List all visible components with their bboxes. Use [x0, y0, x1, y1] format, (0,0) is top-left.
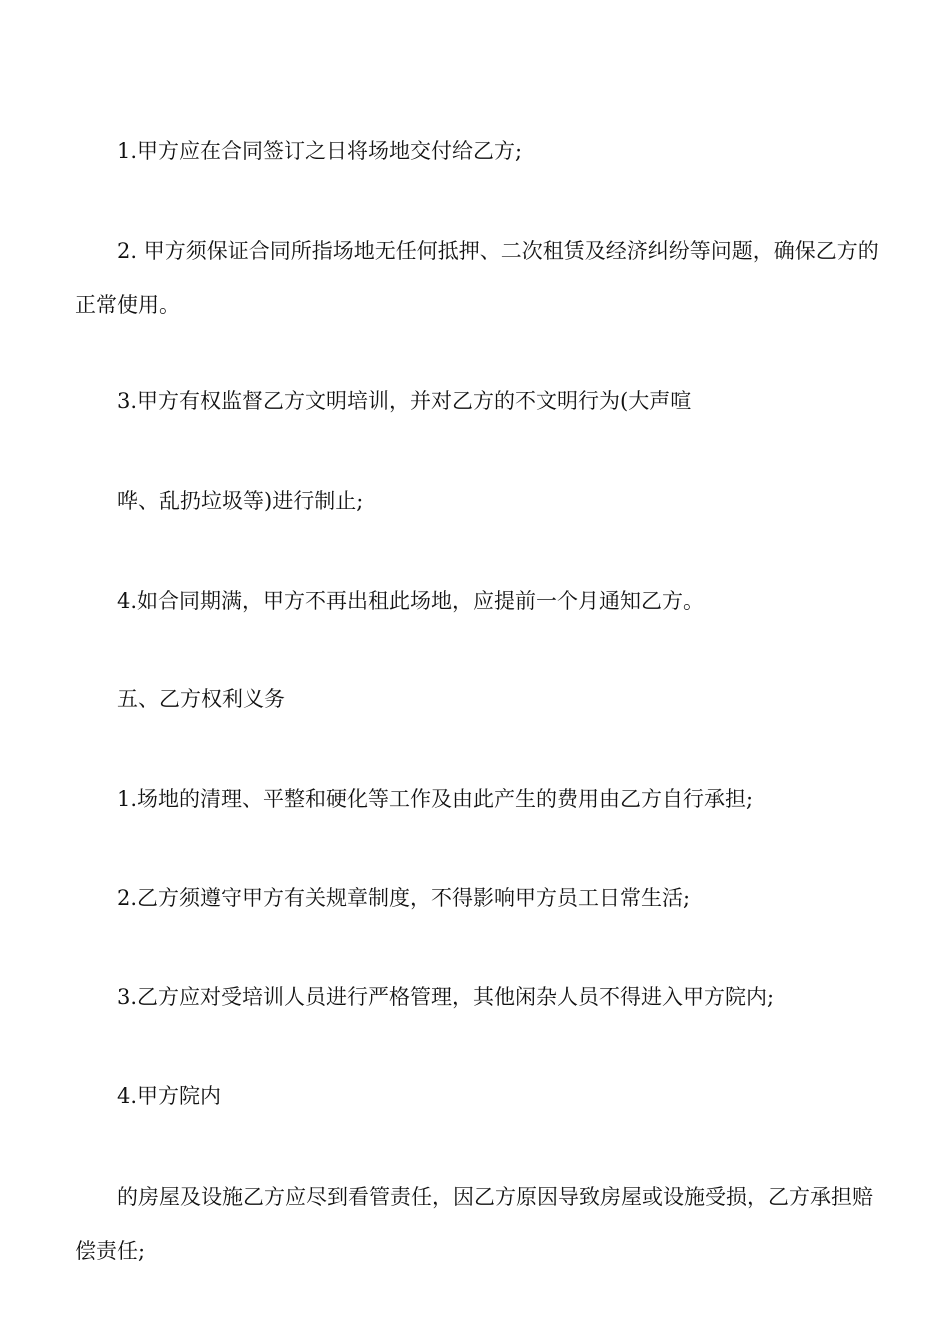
paragraph-party-a-4: 4.如合同期满，甲方不再出租此场地，应提前一个月通知乙方。	[117, 589, 705, 613]
paragraph-party-a-3-continued: 哗、乱扔垃圾等)进行制止;	[117, 489, 364, 513]
paragraph-party-a-1: 1.甲方应在合同签订之日将场地交付给乙方;	[117, 139, 523, 163]
paragraph-party-b-4: 4.甲方院内	[117, 1084, 222, 1108]
paragraph-party-b-2: 2.乙方须遵守甲方有关规章制度，不得影响甲方员工日常生活;	[117, 886, 691, 910]
paragraph-party-b-4-continued: 的房屋及设施乙方应尽到看管责任，因乙方原因导致房屋或设施受损，乙方承担赔偿责任;	[75, 1185, 873, 1263]
paragraph-party-a-2: 2. 甲方须保证合同所指场地无任何抵押、二次租赁及经济纠纷等问题，确保乙方的正常使用。	[75, 239, 879, 317]
section-heading-party-b: 五、乙方权利义务	[117, 687, 285, 711]
paragraph-party-b-1: 1.场地的清理、平整和硬化等工作及由此产生的费用由乙方自行承担;	[117, 787, 754, 811]
paragraph-party-b-3: 3.乙方应对受培训人员进行严格管理，其他闲杂人员不得进入甲方院内;	[117, 985, 775, 1009]
paragraph-party-a-3: 3.甲方有权监督乙方文明培训，并对乙方的不文明行为(大声喧	[117, 389, 692, 413]
